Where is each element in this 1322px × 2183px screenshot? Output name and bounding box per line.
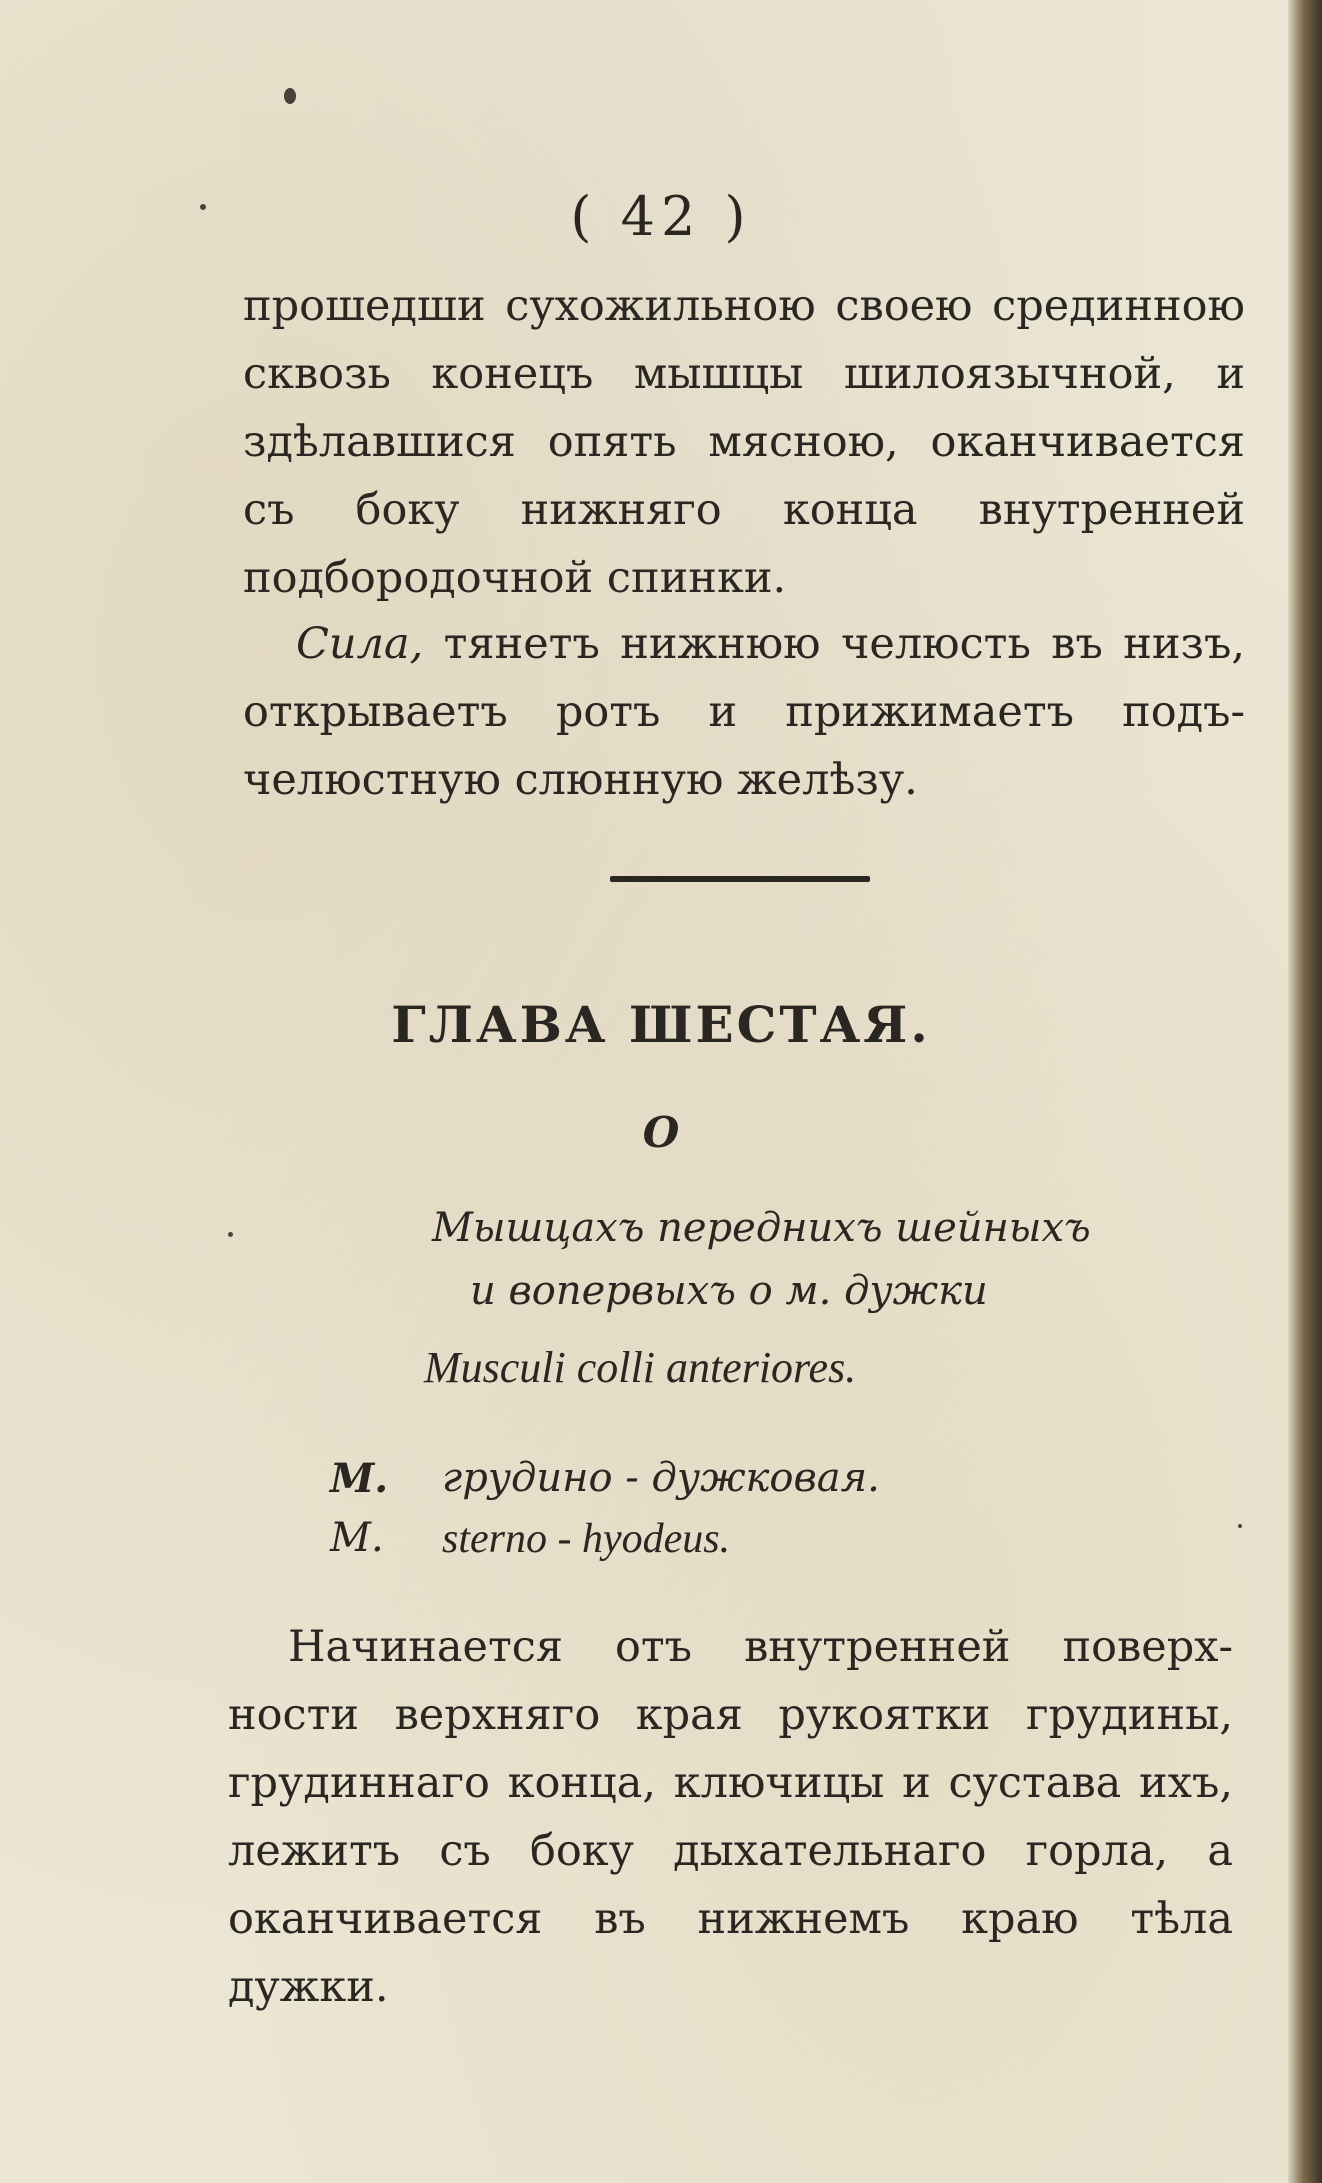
chapter-subtitle-line2: и вопервыхъ о м. дужки — [470, 1268, 988, 1314]
section-divider — [610, 876, 870, 882]
chapter-title: ГЛАВА ШЕСТАЯ. — [391, 995, 931, 1054]
muscle-la-prefix: M. — [330, 1515, 384, 1561]
chapter-latin-subtitle: Musculi colli anteriores. — [424, 1343, 857, 1392]
chapter-about: О — [642, 1108, 680, 1157]
ink-speck — [284, 88, 296, 104]
muscle-ru-name: грудино - дужковая. — [442, 1455, 880, 1501]
page-number: ( 42 ) — [570, 185, 752, 248]
page-binding-edge — [1288, 0, 1322, 2183]
paragraph-continuation: прошедши сухожильною своею срединною сквозь конецъ мышцы шилоязычной, и здѣлавшися опять мясною, оканчивается съ боку нижняго конца внутренней подбородочной спинки. — [243, 281, 1245, 603]
chapter-subtitle-line1: Мышцахъ переднихъ шейныхъ — [432, 1205, 1091, 1251]
ink-speck — [228, 1232, 233, 1237]
muscle-ru-prefix: M. — [330, 1455, 389, 1502]
paragraph-description: Начинается отъ внутренней поверхности верхняго края рукоятки грудины, грудиннаго конца, ключицы и сустава ихъ, лежитъ съ боку дыхательнаго горла, а оканчивается въ нижнемъ краю тѣла дужки. — [228, 1622, 1233, 2012]
function-text: тянетъ нижнюю челюсть въ низъ, открываетъ ротъ и прижимаетъ подъ-челюстную слюнную желѣзу. — [243, 619, 1245, 805]
ink-speck — [1238, 1524, 1242, 1528]
function-label: Сила, — [296, 619, 424, 669]
paragraph-function — [243, 610, 1245, 814]
muscle-la-name: sterno - hyodeus. — [442, 1516, 731, 1562]
